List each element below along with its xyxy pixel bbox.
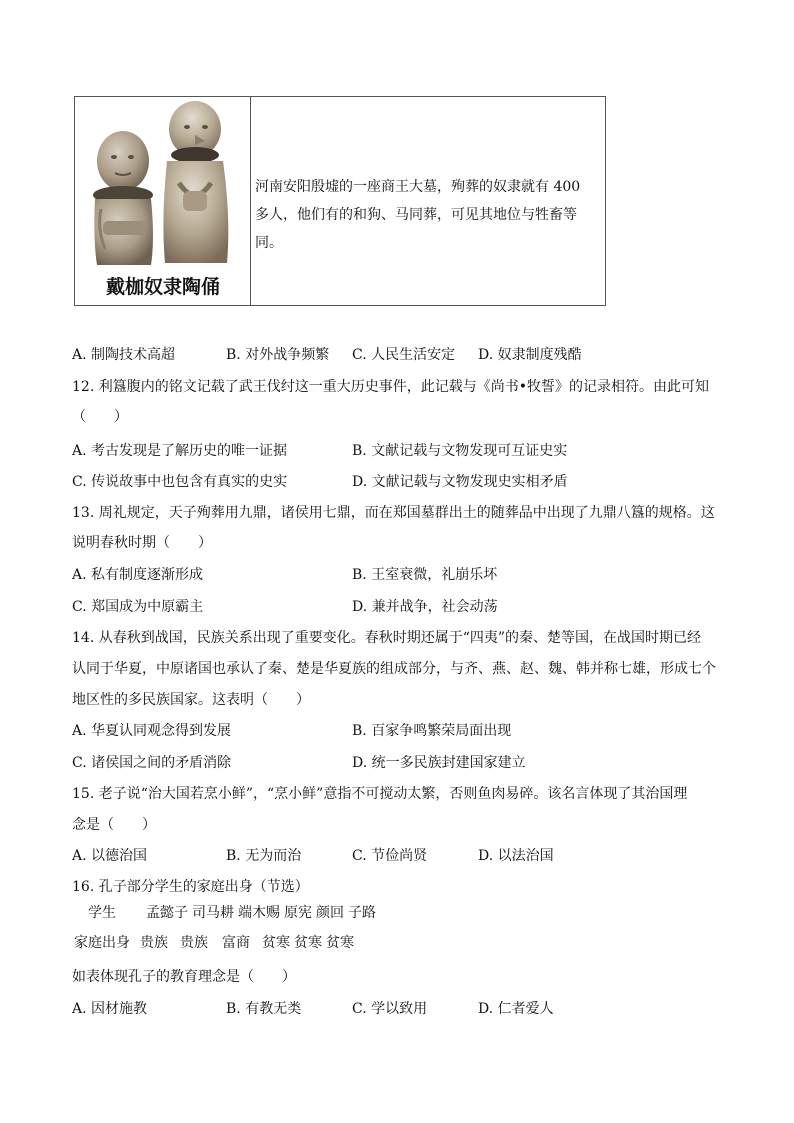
q16-option-a: A. 因材施教 (72, 1001, 148, 1017)
table-cell: 原宪 (284, 905, 312, 921)
table-cell: 贫寒 (326, 935, 354, 951)
q14-stem-line1: 14. 从春秋到战国，民族关系出现了重要变化。春秋时期还属于“四夷”的秦、楚等国，在战国时期已经 (72, 630, 702, 646)
q14-option-c: C. 诸侯国之间的矛盾消除 (72, 755, 232, 771)
q13-stem-line2: 说明春秋时期（ ） (72, 535, 212, 551)
q15-option-d: D. 以法治国 (478, 848, 554, 864)
q16-option-b: B. 有教无类 (226, 1001, 302, 1017)
q11-option-b: B. 对外战争频繁 (226, 347, 330, 363)
table-cell: 子路 (348, 905, 376, 921)
q16-table-row-origin (74, 932, 358, 952)
table-cell: 贫寒 (262, 935, 290, 951)
table-cell: 端木赐 (238, 905, 280, 921)
q12-option-d: D. 文献记载与文物发现史实相矛盾 (352, 474, 568, 490)
q12-option-a: A. 考古发现是了解历史的唯一证据 (72, 443, 288, 459)
q12-option-c: C. 传说故事中也包含有真实的史实 (72, 474, 288, 490)
q14-option-d: D. 统一多民族封建国家建立 (352, 755, 526, 771)
q14-stem-line3: 地区性的多民族国家。这表明（ ） (72, 692, 310, 708)
q12-stem-line2: （ ） (72, 409, 128, 425)
q15-stem-line1: 15. 老子说“治大国若烹小鲜”，“烹小鲜”意指不可搅动太繁，否则鱼肉易碎。该名言体现了其治国理 (72, 786, 688, 802)
q11-option-a: A. 制陶技术高超 (72, 347, 176, 363)
figure-table (74, 96, 606, 306)
figure-caption: 戴枷奴隶陶俑 (105, 276, 220, 298)
figure-image-cell (75, 97, 251, 305)
left-figurine (93, 131, 153, 265)
table-cell: 司马耕 (192, 905, 234, 921)
q12-option-b: B. 文献记载与文物发现可互证史实 (352, 443, 568, 459)
q11-option-c: C. 人民生活安定 (352, 347, 456, 363)
q13-option-d: D. 兼并战争，社会动荡 (352, 599, 498, 615)
q14-stem-line2: 认同于华夏，中原诸国也承认了秦、楚是华夏族的组成部分，与齐、燕、赵、魏、韩并称七雄，形成七个 (72, 661, 716, 677)
q13-stem-line1: 13. 周礼规定，天子殉葬用九鼎，诸侯用七鼎，而在郑国墓群出土的随葬品中出现了九鼎八簋的规格。这 (72, 505, 715, 521)
table-cell: 富商 (222, 935, 250, 951)
q15-stem-line2: 念是（ ） (72, 817, 156, 833)
q11-option-d: D. 奴隶制度残酷 (478, 347, 582, 363)
right-figurine (163, 101, 228, 263)
q14-option-a: A. 华夏认同观念得到发展 (72, 723, 232, 739)
q16-stem: 16. 孔子部分学生的家庭出身（节选） (72, 879, 309, 895)
q15-option-b: B. 无为而治 (226, 848, 302, 864)
q16-table-row-students (88, 902, 380, 922)
q16-option-d: D. 仁者爱人 (478, 1001, 554, 1017)
table-cell: 学生 (88, 905, 116, 921)
table-cell: 家庭出身 (74, 935, 130, 951)
slave-figurines-image (83, 99, 243, 269)
q13-option-b: B. 王室衰微，礼崩乐坏 (352, 567, 498, 583)
table-cell: 贵族 (180, 935, 208, 951)
q15-option-c: C. 节俭尚贤 (352, 848, 428, 864)
q16-option-c: C. 学以致用 (352, 1001, 428, 1017)
table-cell: 贫寒 (294, 935, 322, 951)
q13-option-c: C. 郑国成为中原霸主 (72, 599, 204, 615)
q13-option-a: A. 私有制度逐渐形成 (72, 567, 204, 583)
table-cell: 贵族 (140, 935, 168, 951)
table-cell: 孟懿子 (146, 905, 188, 921)
q12-stem-line1: 12. 利簋腹内的铭文记载了武王伐纣这一重大历史事件，此记载与《尚书•牧誓》的记录相符。由此可知 (72, 379, 709, 395)
q14-option-b: B. 百家争鸣繁荣局面出现 (352, 723, 512, 739)
q15-option-a: A. 以德治国 (72, 848, 148, 864)
q16-question: 如表体现孔子的教育理念是（ ） (72, 969, 296, 985)
table-cell: 颜回 (316, 905, 344, 921)
figure-description: 河南安阳殷墟的一座商王大墓，殉葬的奴隶就有 400 多人，他们有的和狗、马同葬，可见其地位与牲畜等同。 (255, 179, 581, 251)
